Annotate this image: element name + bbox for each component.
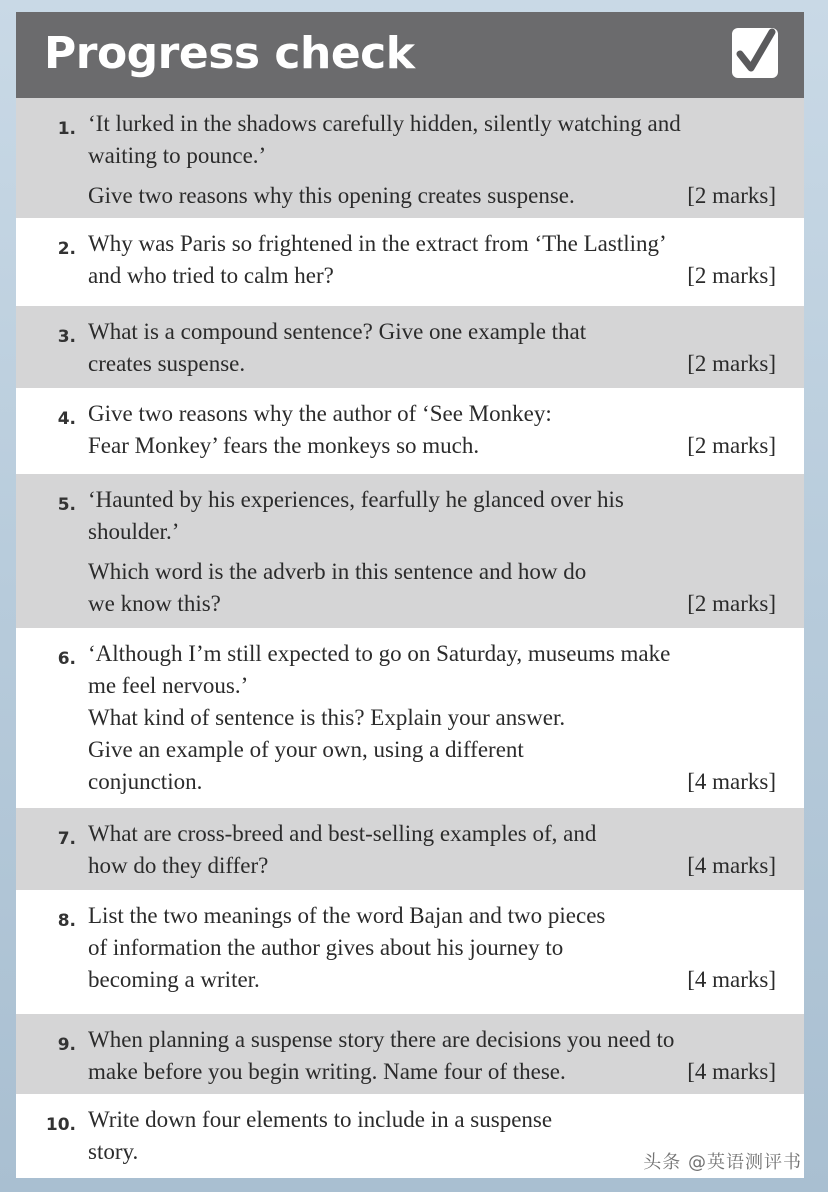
question-text: Give two reasons why the author of ‘See Monkey: [88, 401, 552, 426]
marks-label: [2 marks] [687, 183, 776, 208]
question-number: 7. [57, 829, 76, 849]
question-text: ‘Although I’m still expected to go on Saturday, museums make [88, 641, 671, 666]
question-text: Give two reasons why this opening creates suspense. [88, 183, 575, 208]
question-text: story. [88, 1139, 139, 1164]
marks-label: [2 marks] [687, 263, 776, 288]
marks-label: [2 marks] [687, 351, 776, 376]
marks-label: [4 marks] [687, 1059, 776, 1084]
question-7 [16, 808, 804, 890]
question-1 [16, 98, 804, 218]
question-4 [16, 388, 804, 474]
question-number: 2. [57, 239, 76, 259]
question-number: 9. [57, 1035, 76, 1055]
marks-label: [2 marks] [687, 433, 776, 458]
question-number: 10. [45, 1115, 76, 1135]
question-text: What kind of sentence is this? Explain your answer. [88, 705, 566, 730]
question-text: What is a compound sentence? Give one example that [88, 319, 587, 344]
question-number: 5. [57, 495, 76, 515]
question-text: we know this? [88, 591, 221, 616]
marks-label: [4 marks] [687, 769, 776, 794]
question-text: Why was Paris so frightened in the extract from ‘The Lastling’ [88, 231, 667, 256]
question-number: 1. [57, 119, 76, 139]
question-number: 4. [57, 409, 76, 429]
question-text: creates suspense. [88, 351, 246, 376]
question-number: 6. [57, 649, 76, 669]
question-text: What are cross-breed and best-selling examples of, and [88, 821, 597, 846]
question-text: and who tried to calm her? [88, 263, 334, 288]
question-text: Which word is the adverb in this sentence and how do [88, 559, 587, 584]
question-text: ‘Haunted by his experiences, fearfully he glanced over his [88, 487, 624, 512]
question-text: ‘It lurked in the shadows carefully hidden, silently watching and [88, 111, 681, 136]
question-8 [16, 890, 804, 1014]
marks-label: [4 marks] [687, 853, 776, 878]
question-5 [16, 474, 804, 628]
question-text: becoming a writer. [88, 967, 260, 992]
question-6 [16, 628, 804, 808]
question-text: List the two meanings of the word Bajan and two pieces [88, 903, 606, 928]
question-text: conjunction. [88, 769, 203, 794]
marks-label: [4 marks] [687, 967, 776, 992]
checkmark-icon [732, 28, 778, 78]
question-3 [16, 306, 804, 388]
question-9 [16, 1014, 804, 1094]
question-number: 8. [57, 911, 76, 931]
marks-label: [2 marks] [687, 591, 776, 616]
question-text: When planning a suspense story there are decisions you need to [88, 1027, 675, 1052]
question-2 [16, 218, 804, 306]
watermark: 头条 @英语测评书 [643, 1152, 802, 1173]
question-text: of information the author gives about his journey to [88, 935, 564, 960]
question-text: how do they differ? [88, 853, 269, 878]
question-text: me feel nervous.’ [88, 673, 249, 698]
question-text: waiting to pounce.’ [88, 143, 267, 168]
question-text: Fear Monkey’ fears the monkeys so much. [88, 433, 480, 458]
progress-check-card [16, 12, 804, 1178]
question-text: Give an example of your own, using a different [88, 737, 524, 762]
header-bar [16, 12, 804, 98]
question-number: 3. [57, 327, 76, 347]
question-text: shoulder.’ [88, 519, 180, 544]
page-title: Progress check [44, 28, 415, 79]
question-text: Write down four elements to include in a suspense [88, 1107, 553, 1132]
question-text: make before you begin writing. Name four of these. [88, 1059, 566, 1084]
